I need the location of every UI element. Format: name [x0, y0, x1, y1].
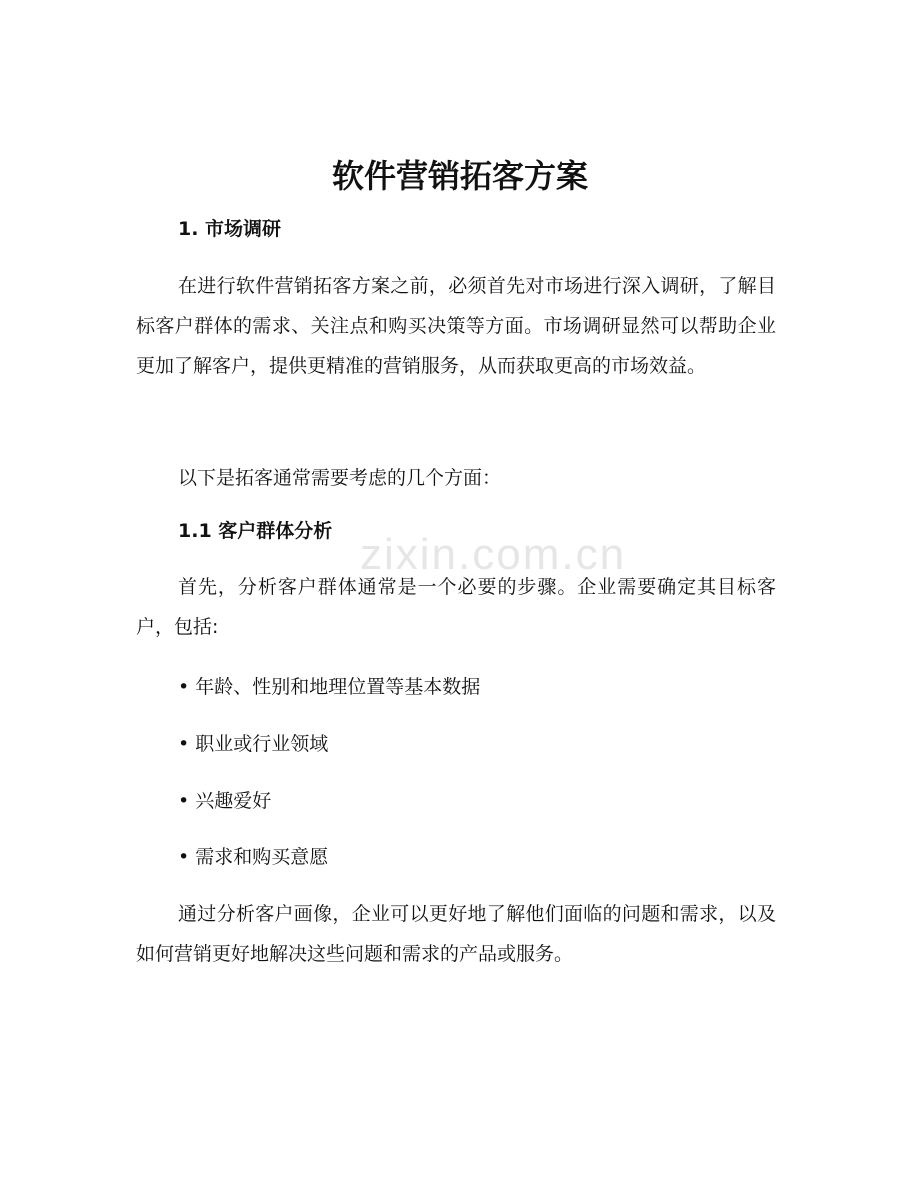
watermark: zixin.com.cn: [360, 530, 627, 579]
paragraph-customer-analysis-conclusion: 通过分析客户画像，企业可以更好地了解他们面临的问题和需求，以及如何营销更好地解决这些问题和需求的产品或服务。: [136, 903, 776, 965]
paragraph-market-research-intro: 在进行软件营销拓客方案之前，必须首先对市场进行深入调研，了解目标客户群体的需求、关注点和购买决策等方面。市场调研显然可以帮助企业更加了解客户，提供更精准的营销服务，从而获取更高的市场效益。: [136, 275, 776, 377]
section-heading-customer-analysis: 1.1 客户群体分析: [178, 520, 333, 542]
paragraph-considerations-intro: 以下是拓客通常需要考虑的几个方面：: [178, 467, 502, 489]
bullet-item: • 兴趣爱好: [178, 790, 272, 812]
section-heading-market-research: 1. 市场调研: [178, 218, 282, 240]
bullet-item: • 年龄、性别和地理位置等基本数据: [178, 676, 481, 698]
document-title: 软件营销拓客方案: [331, 157, 588, 195]
bullet-item: • 职业或行业领域: [178, 733, 329, 755]
paragraph-customer-analysis-intro: 首先，分析客户群体通常是一个必要的步骤。企业需要确定其目标客户，包括:: [136, 576, 776, 638]
bullet-item: • 需求和购买意愿: [178, 846, 329, 868]
